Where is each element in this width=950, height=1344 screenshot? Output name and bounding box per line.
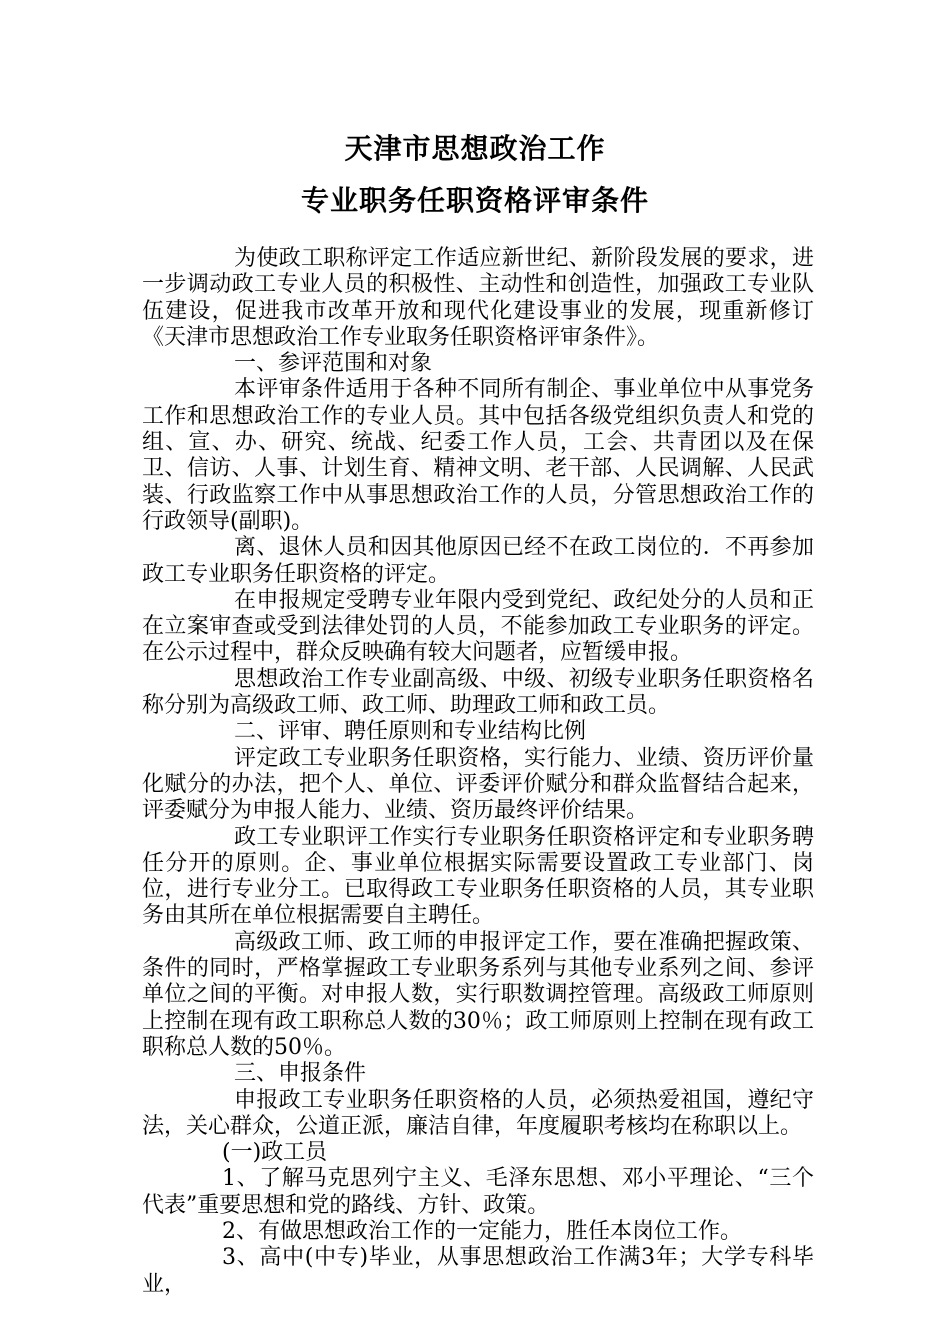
list-item: 3、高中(中专)毕业，从事思想政治工作满3年；大学专科毕业， — [142, 1245, 814, 1297]
section-heading-3: 三、申报条件 — [234, 1061, 367, 1087]
paragraph: 本评审条件适用于各种不同所有制企、事业单位中从事党务工作和思想政治工作的专业人员。其中包括各级党组织负责人和党的组、宣、办、研究、统战、纪委工作人员，工会、共青团以及在保卫、信访、人事、计划生育、精神文明、老干部、人民调解、人民武装、行政监察工作中从事思想政治工作的人员，分管思想政治工作的行政领导(副职)。 — [142, 377, 814, 534]
section-heading-2: 二、评审、聘任原则和专业结构比例 — [234, 719, 587, 745]
document-body — [142, 246, 814, 1298]
subsection-heading: (一)政工员 — [222, 1140, 328, 1166]
list-item: 2、有做思想政治工作的一定能力，胜任本岗位工作。 — [222, 1218, 742, 1244]
document-title-line-1: 天津市思想政治工作 — [344, 132, 606, 165]
section-heading-1: 一、参评范围和对象 — [234, 351, 433, 377]
document-title-line-2: 专业职务任职资格评审条件 — [300, 184, 649, 217]
paragraph: 思想政治工作专业副高级、中级、初级专业职务任职资格名称分别为高级政工师、政工师、助理政工师和政工员。 — [142, 666, 814, 719]
list-item: 1、了解马克思列宁主义、毛泽东思想、邓小平理论、“三个代表”重要思想和党的路线、方针、政策。 — [142, 1166, 814, 1218]
paragraph: 离、退休人员和因其他原因已经不在政工岗位的．不再参加政工专业职务任职资格的评定。 — [142, 535, 814, 587]
paragraph: 政工专业职评工作实行专业职务任职资格评定和专业职务聘任分开的原则。企、事业单位根据实际需要设置政工专业部门、岗位，进行专业分工。已取得政工专业职务任职资格的人员，其专业职务由其所在单位根据需要自主聘任。 — [142, 824, 814, 929]
paragraph: 在申报规定受聘专业年限内受到党纪、政纪处分的人员和正在立案审查或受到法律处罚的人员，不能参加政工专业职务的评定。在公示过程中，群众反映确有较大问题者，应暂缓申报。 — [142, 587, 814, 666]
paragraph-intro: 为使政工职称评定工作适应新世纪、新阶段发展的要求，进一步调动政工专业人员的积极性、主动性和创造性，加强政工专业队伍建设，促进我市改革开放和现代化建设事业的发展，现重新修订《天津市思想政治工作专业取务任职资格评审条件》。 — [142, 246, 814, 350]
paragraph: 高级政工师、政工师的申报评定工作，要在准确把握政策、条件的同时，严格掌握政工专业职务系列与其他专业系列之间、参评单位之间的平衡。对申报人数，实行职数调控管理。高级政工师原则上控制在现有政工职称总人数的30％；政工师原则上控制在现有政工职称总人数的50％。 — [142, 929, 814, 1060]
paragraph: 申报政工专业职务任职资格的人员，必须热爱祖国，遵纪守法，关心群众，公道正派，廉洁自律，年度履职考核均在称职以上。 — [142, 1087, 814, 1139]
paragraph: 评定政工专业职务任职资格，实行能力、业绩、资历评价量化赋分的办法，把个人、单位、评委评价赋分和群众监督结合起来，评委赋分为申报人能力、业绩、资历最终评价结果。 — [142, 745, 814, 824]
